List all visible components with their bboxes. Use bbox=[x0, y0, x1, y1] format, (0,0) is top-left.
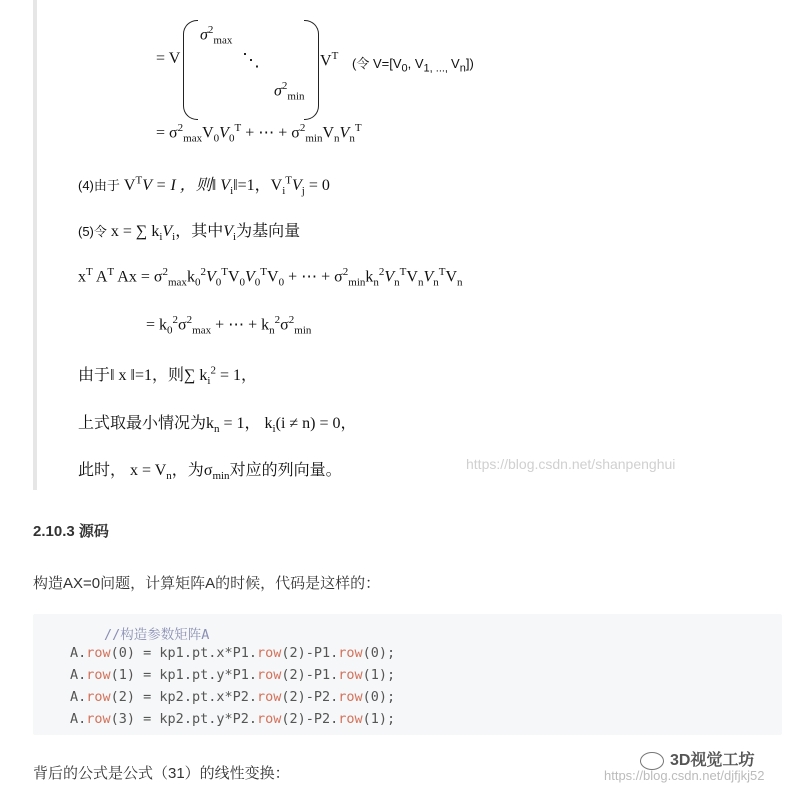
let-v-definition: (令 $V=[V_0$, $V_{1, ...,}$ $V_n$]) bbox=[352, 56, 474, 75]
matrix-right-paren bbox=[304, 20, 319, 120]
blog-url-watermark: https://blog.csdn.net/shanpenghui bbox=[466, 456, 676, 472]
line-6: 由于‖ x ‖=1，则∑ $k_i^2 = 1$， bbox=[78, 364, 258, 388]
line-7: 上式取最小情况为$k_n = 1$， $k_i(i \ne n) = 0$， bbox=[78, 415, 357, 436]
eq1-prefix: = V bbox=[156, 50, 181, 67]
line-5: (5)令 x = ∑ $k_iV_i$，其中$V_i$为基向量 bbox=[78, 223, 301, 244]
eq4: = $k_0^2\sigma^2_{max}$ + ⋯ + $k_n^2\sigma^2_{min}$ bbox=[146, 314, 312, 337]
code-comment: //构造参数矩阵A bbox=[104, 627, 210, 643]
matrix-sigma-min: $\sigma^2_{min}$ bbox=[274, 80, 305, 103]
code-line: A.row(2) = kp2.pt.x*P2.row(2)-P2.row(0); bbox=[70, 689, 396, 705]
intro-paragraph: 构造AX=0问题，计算矩阵A的时候，代码是这样的： bbox=[33, 575, 381, 592]
csdn-watermark: https://blog.csdn.net/djfjkj52 bbox=[604, 768, 765, 783]
matrix-diagonal-dots: ⋱ bbox=[242, 50, 260, 70]
matrix-sigma-max: $\sigma^2_{max}$ bbox=[200, 24, 233, 47]
eq1-vt: $V^T$ bbox=[320, 50, 339, 70]
eq3: $x^T$ $A^T$ $Ax = \sigma^2_{max}k_0^2V_0^TV_0V_0^TV_0$ + ⋯ + $\sigma^2_{min}k_n^2V_n^TV_nV_n^TV_n$ bbox=[78, 266, 463, 289]
code-line: A.row(3) = kp2.pt.y*P2.row(2)-P2.row(1); bbox=[70, 711, 396, 727]
blockquote-bar bbox=[33, 0, 37, 490]
code-line: A.row(1) = kp1.pt.y*P1.row(2)-P1.row(1); bbox=[70, 667, 396, 683]
line-4: (4)由于 $V^TV = I$ ，则‖ $V_i‖=1$，$V_i^TV_j = 0$ bbox=[78, 174, 330, 198]
matrix-left-paren bbox=[183, 20, 198, 120]
eq2: = $\sigma^2_{max}V_0V_0^T$ + ⋯ + $\sigma^2_{min}V_nV_n^T$ bbox=[156, 122, 362, 145]
section-heading: 2.10.3 源码 bbox=[33, 523, 109, 540]
outro-paragraph: 背后的公式是公式（31）的线性变换： bbox=[33, 765, 290, 782]
line-8: 此时， $x = V_n$，为$\sigma_{min}$对应的列向量。 bbox=[78, 462, 342, 483]
brand-watermark: 3D视觉工坊 bbox=[640, 747, 754, 770]
code-line: A.row(0) = kp1.pt.x*P1.row(2)-P1.row(0); bbox=[70, 645, 396, 661]
